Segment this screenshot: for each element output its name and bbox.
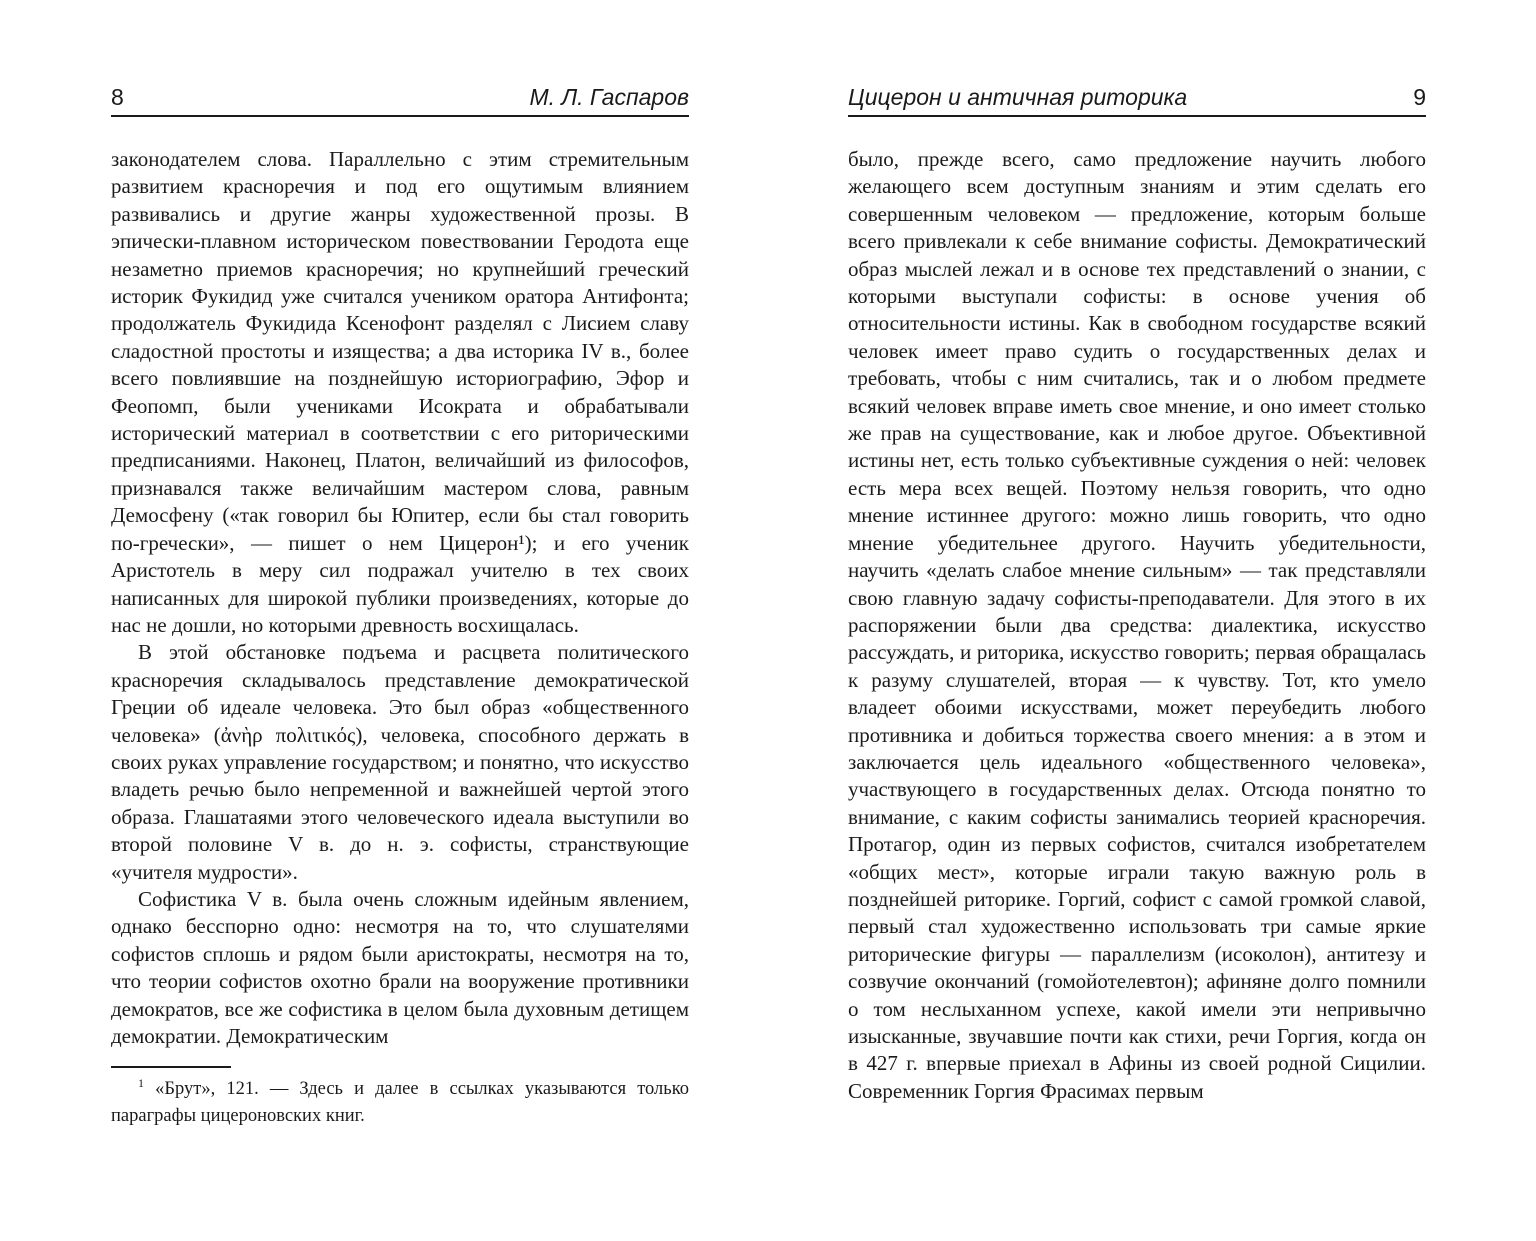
page-body-right [848,146,1426,1105]
running-title-author: М. Л. Гаспаров [529,84,689,110]
running-head-right [848,84,1426,117]
footnote-body: «Брут», 121. — Здесь и далее в ссылках указываются только параграфы цицероновских книг. [111,1079,690,1127]
running-title-chapter: Цицерон и античная риторика [848,84,1188,110]
page-number-right: 9 [1413,84,1426,110]
paragraph-continuation: было, прежде всего, само предложение научить любого желающего всем доступным знаниям и этим сделать его совершенным человеком — предложение, которым больше всего привлекали к себе внимание софисты. Демократический образ мыслей лежал и в основе тех представлений о знании, с которыми выступали софисты: в основе учения об относительности истины. Как в свободном государстве всякий человек имеет право судить о государственных делах и требовать, чтобы с ним считались, так и о любом предмете всякий человек вправе иметь свое мнение, и оно имеет столько же прав на существование, как и любое другое. Объективной истины нет, есть только субъективные суждения о ней: человек есть мера всех вещей. Поэтому нельзя говорить, что одно мнение истиннее другого: можно лишь говорить, что одно мнение убедительнее другого. Научить убедительности, научить «делать слабое мнение сильным» — так представляли свою главную задачу софисты-преподаватели. Для этого в их распоряжении были два средства: диалектика, искусство рассуждать, и риторика, искусство говорить; первая обращалась к разуму слушателей, вторая — к чувству. Тот, кто умело владеет обоими искусствами, может переубедить любого противника и добиться торжества своего мнения: а в этом и заключается цель идеального «общественного человека», участвующего в государственных делах. Отсюда понятно то внимание, с каким софисты занимались теорией красноречия. Протагор, один из первых софистов, считался изобретателем «общих мест», которые играли такую важную роль в позднейшей риторике. Горгий, софист с самой громкой славой, первый стал художественно использовать три самые яркие риторические фигуры — параллелизм (исоколон), антитезу и созвучие окончаний (гомойотелевтон); афиняне долго помнили о том неслыханном успехе, какой имели эти непривычно изысканные, звучавшие почти как стихи, речи Горгия, когда он в 427 г. впервые приехал в Афины из своей родной Сицилии. Современник Горгия Фрасимах первым [848,147,1426,1103]
page-number-left: 8 [111,84,124,110]
footnote-marker: 1 [138,1076,144,1091]
paragraph: Софистика V в. была очень сложным идейным явлением, однако бесспорно одно: несмотря на то, что слушателями софистов сплошь и рядом были аристократы, несмотря на то, что теории софистов охотно брали на вооружение противники демократов, все же софистика в целом была духовным детищем демократии. Демократическим [111,886,689,1048]
page-body-left [111,146,689,1050]
paragraph-continuation: законодателем слова. Параллельно с этим стремительным развитием красноречия и под его ощутимым влиянием развивались и другие жанры художественной прозы. В эпически-плавном историческом повествовании Геродота еще незаметно приемов красноречия; но крупнейший греческий историк Фукидид уже считался учеником оратора Антифонта; продолжатель Фукидида Ксенофонт разделял с Лисием славу сладостной простоты и изящества; а два историка IV в., более всего повлиявшие на позднейшую историографию, Эфор и Феопомп, были учениками Исократа и обрабатывали исторический материал в соответствии с его риторическими предписаниями. Наконец, Платон, величайший из философов, признавался также величайшим мастером слова, равным Демосфену («так говорил бы Юпитер, если бы стал говорить по-гречески», — пишет о нем Цицерон¹); и его ученик Аристотель в меру сил подражал учителю в тех своих написанных для широкой публики произведениях, которые до нас не дошли, но которыми древность восхищалась. [111,147,689,637]
running-head-left [111,84,689,117]
paragraph: В этой обстановке подъема и расцвета политического красноречия складывалось представление демократической Греции об идеале человека. Это был образ «общественного человека» (ἀνὴρ πολιτικός), человека, способного держать в своих руках управление государством; и понятно, что искусство владеть речью было непременной и важнейшей чертой этого образа. Глашатаями этого человеческого идеала выступили во второй половине V в. до н. э. софисты, странствующие «учителя мудрости». [111,640,689,884]
page-left [111,84,689,1130]
page-right [848,84,1426,1105]
footnote-divider [111,1066,231,1068]
footnote-block [111,1066,689,1130]
footnote-text [111,1076,689,1130]
